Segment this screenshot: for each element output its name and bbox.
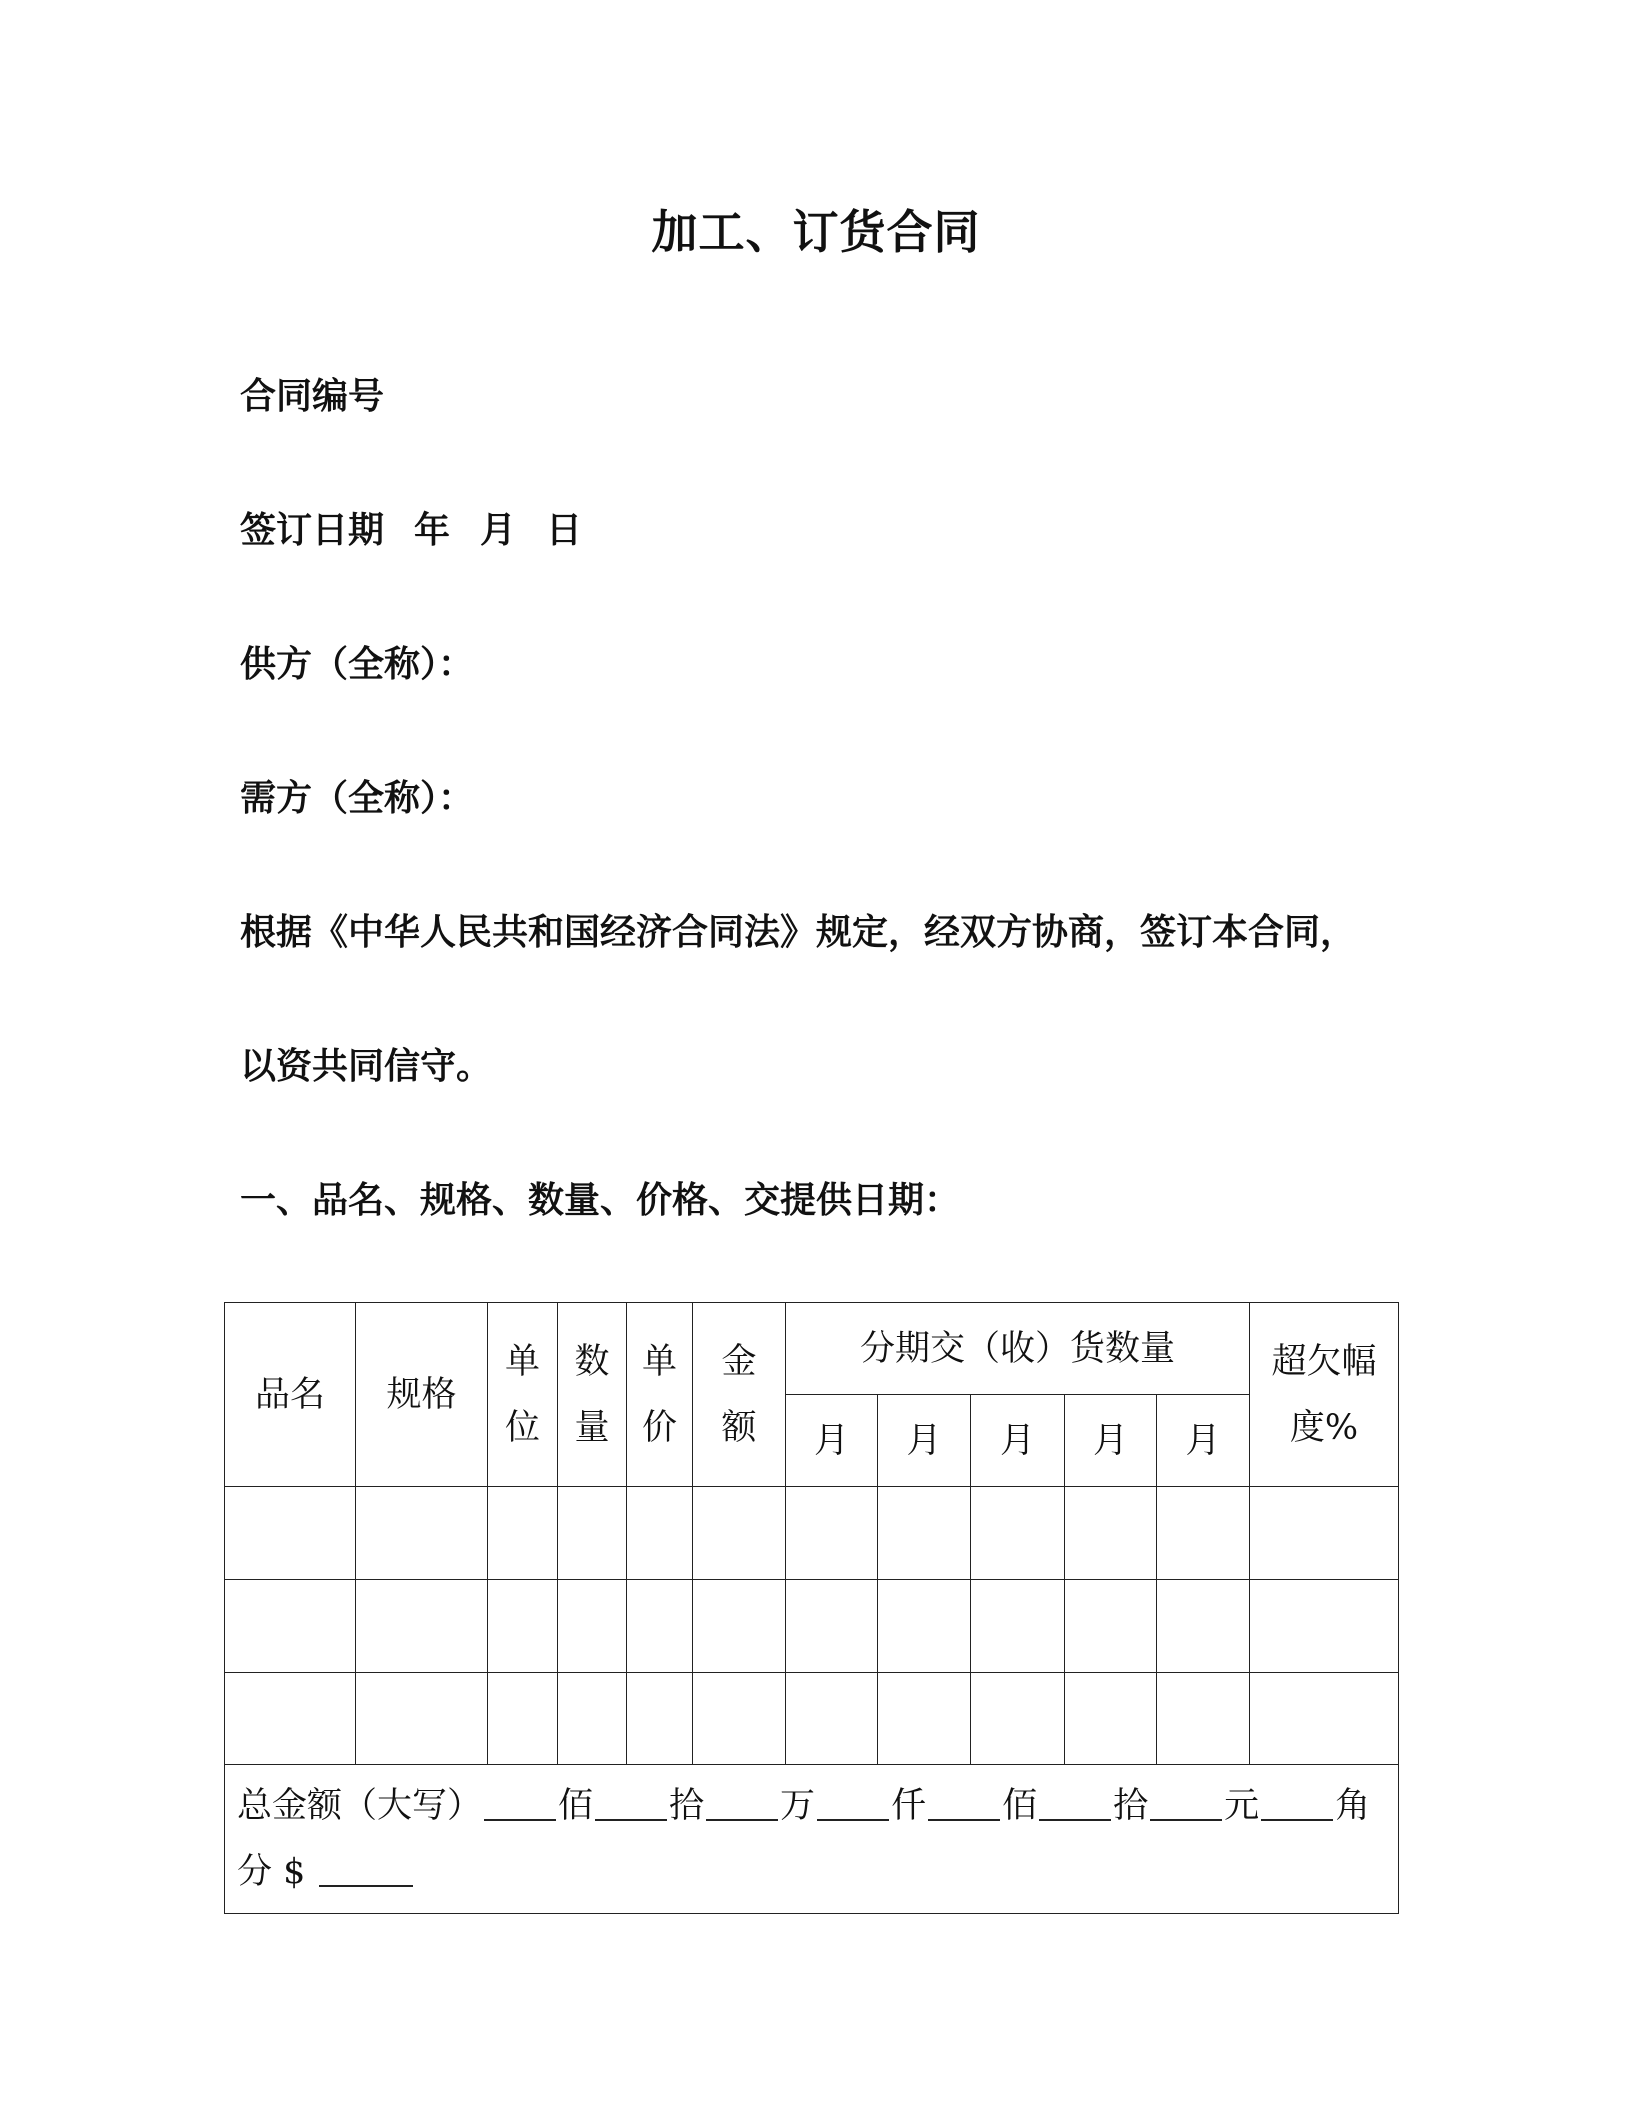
header-unit: 单 位 <box>488 1303 558 1487</box>
header-month-4: 月 <box>1065 1395 1157 1487</box>
total-amount-row: 总金额（大写） 佰 拾 万 仟 佰 拾 元 角 分 $ <box>225 1765 1399 1914</box>
blank-field[interactable] <box>1261 1784 1333 1821</box>
day-label: 日 <box>546 510 583 551</box>
section-1-heading: 一、品名、规格、数量、价格、交提供日期： <box>240 1180 961 1221</box>
header-quantity: 数 量 <box>558 1303 627 1487</box>
buyer-label: 需方（全称）： <box>240 778 475 819</box>
header-name: 品名 <box>225 1303 356 1487</box>
goods-table <box>224 1302 1399 1914</box>
currency-symbol: $ <box>283 1852 306 1892</box>
year-label: 年 <box>414 510 451 551</box>
total-amount-label: 总金额（大写） <box>237 1786 483 1826</box>
sign-date-label: 签订日期 <box>240 510 385 551</box>
contract-number-label: 合同编号 <box>240 376 385 417</box>
header-delivery-schedule: 分期交（收）货数量 <box>786 1303 1250 1395</box>
header-tolerance: 超欠幅 度% <box>1250 1303 1399 1487</box>
blank-field[interactable] <box>817 1784 889 1821</box>
blank-field[interactable] <box>484 1784 556 1821</box>
preamble-line-1: 根据《中华人民共和国经济合同法》规定，经双方协商，签订本合同， <box>240 912 1357 953</box>
document-title: 加工、订货合同 <box>651 205 981 259</box>
blank-field[interactable] <box>706 1784 778 1821</box>
table-row <box>225 1580 1399 1673</box>
blank-field[interactable] <box>928 1784 1000 1821</box>
header-unit-price: 单 价 <box>627 1303 693 1487</box>
header-month-2: 月 <box>878 1395 971 1487</box>
blank-field[interactable] <box>1039 1784 1111 1821</box>
header-month-1: 月 <box>786 1395 878 1487</box>
header-spec: 规格 <box>356 1303 488 1487</box>
header-amount: 金 额 <box>693 1303 786 1487</box>
month-label: 月 <box>480 510 517 551</box>
header-month-3: 月 <box>971 1395 1065 1487</box>
sign-date-line <box>240 502 582 553</box>
blank-field[interactable] <box>1150 1784 1222 1821</box>
blank-field[interactable] <box>595 1784 667 1821</box>
blank-field[interactable] <box>319 1850 413 1887</box>
header-month-5: 月 <box>1157 1395 1250 1487</box>
supplier-label: 供方（全称）： <box>240 644 475 685</box>
preamble-line-2: 以资共同信守。 <box>240 1046 493 1087</box>
table-row <box>225 1487 1399 1580</box>
table-row <box>225 1673 1399 1765</box>
